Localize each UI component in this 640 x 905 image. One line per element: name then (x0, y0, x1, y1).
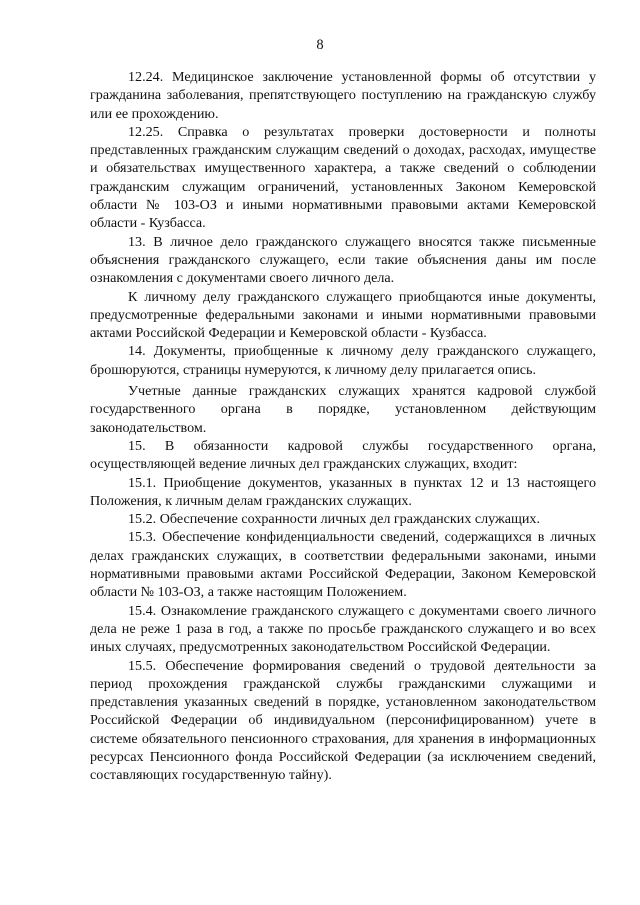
paragraph-15-1: 15.1. Приобщение документов, указанных в пунктах 12 и 13 настоящего Положения, к личным делам гражданских служащих. (90, 474, 596, 509)
paragraph-15-5: 15.5. Обеспечение формирования сведений о трудовой деятельности за период прохождения гражданской службы гражданскими служащими и представления указанных сведений в порядке, установленном законодательством Российской Федерации об индивидуальном (персонифицированном) учете в системе обязательного пенсионного страхования, для хранения в информационных ресурсах Пенсионного фонда Российской Федерации (за исключением сведений, составляющих государственную тайну). (90, 657, 596, 784)
document-body (90, 68, 596, 785)
paragraph-15-4: 15.4. Ознакомление гражданского служащего с документами своего личного дела не реже 1 раза в год, а также по просьбе гражданского служащего и во всех иных случаях, предусмотренных законодательством Российской Федерации. (90, 602, 596, 656)
paragraph-13: 13. В личное дело гражданского служащего вносятся также письменные объяснения гражданского служащего, если такие объяснения даны им после ознакомления с документами своего личного дела. (90, 233, 596, 287)
paragraph-12-24: 12.24. Медицинское заключение установленной формы об отсутствии у гражданина заболевания, препятствующего поступлению на гражданскую службу или ее прохождению. (90, 69, 596, 122)
paragraph-14-records: Учетные данные гражданских служащих хранятся кадровой службой государственного органа в порядке, установленном действующим законодательством. (90, 383, 596, 436)
paragraph-15-2: 15.2. Обеспечение сохранности личных дел гражданских служащих. (128, 511, 540, 528)
paragraph-15-3: 15.3. Обеспечение конфиденциальности сведений, содержащихся в личных делах гражданских служащих, в соответствии федеральными законами, иными нормативными правовыми актами Российской Федерации, Законом Кемеровской области № 103-ОЗ, а также настоящим Положением. (90, 529, 596, 601)
paragraph-13-additional-documents: К личному делу гражданского служащего приобщаются иные документы, предусмотренные федеральными законами и иными нормативными правовыми актами Российской Федерации и Кемеровской области - Кузбасса. (90, 288, 596, 342)
page-number: 8 (316, 37, 324, 53)
paragraph-12-25: 12.25. Справка о результатах проверки достоверности и полноты представленных гражданским служащим сведений о доходах, расходах, имуществе и обязательствах имущественного характера, а также сведений о соблюдении гражданским служащим ограничений, установленных Законом Кемеровской области № 103-ОЗ и иными нормативными правовыми актами Кемеровской области - Кузбасса. (90, 123, 596, 232)
paragraph-14: 14. Документы, приобщенные к личному делу гражданского служащего, брошюруются, страницы нумеруются, к личному делу прилагается опись. (90, 343, 596, 378)
paragraph-15: 15. В обязанности кадровой службы государственного органа, осуществляющей ведение личных дел гражданских служащих, входит: (90, 437, 596, 473)
